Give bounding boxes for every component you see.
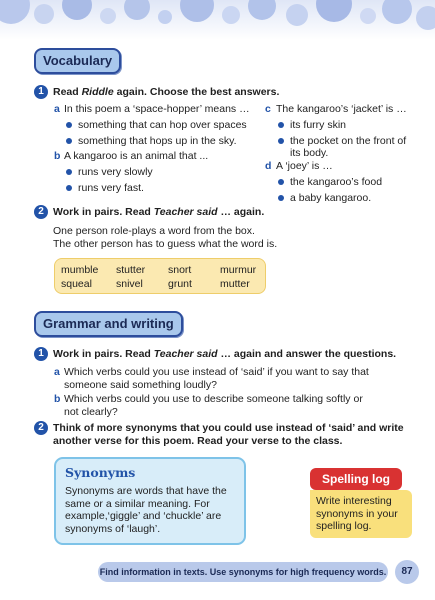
bullet [66,169,72,175]
bubble-decoration [316,0,352,22]
guess-instruction: The other person has to guess what the word is. [53,238,278,250]
option-continued: its body. [290,147,329,159]
word: mutter [220,278,250,290]
part-c-prompt: The kangaroo’s ‘jacket’ is … [276,103,407,115]
part-letter-b: b [54,150,61,162]
part-letter-d: d [265,160,272,172]
bullet [66,122,72,128]
bubble-decoration [34,4,54,24]
grammar-heading: Grammar and writing [34,311,183,337]
option: runs very fast. [78,182,144,194]
part-letter-c: c [265,103,271,115]
bubble-decoration [124,0,150,20]
part-b-line-1: Which verbs could you use to describe someone talking softly or [64,393,363,405]
bubble-decoration [62,0,92,20]
bullet [278,138,284,144]
vocabulary-heading: Vocabulary [34,48,121,74]
word: stutter [116,264,146,276]
spelling-log-box [310,490,412,538]
question-number-2: 2 [34,205,48,219]
synonyms-title: Synonyms [65,465,136,480]
option: the kangaroo’s food [290,176,383,188]
word: snort [168,264,192,276]
bullet [278,195,284,201]
grammar-question-1: Work in pairs. Read Teacher said … again and answer the questions. [53,348,397,360]
part-letter-b: b [54,393,61,405]
spelling-log-title: Spelling log [310,468,402,490]
definition-line: same or a similar meaning. For [65,497,210,510]
poem-title: Teacher said [153,348,218,360]
part-a-prompt: In this poem a ‘space-hopper’ means … [64,103,250,115]
word: snivel [116,278,143,290]
definition-line: example,‘giggle’ and ‘chuckle’ are [65,510,222,522]
bubble-decoration [248,0,276,20]
word: grunt [168,278,192,290]
bubble-decoration [360,8,376,24]
part-a-line-2: someone said something loudly? [64,379,217,391]
bullet [278,122,284,128]
bubble-decoration [158,10,172,24]
bubble-decoration [100,8,116,24]
bubble-decoration [286,4,308,26]
option: a baby kangaroo. [290,192,372,204]
grammar-question-2-line-1: Think of more synonyms that you could use instead of ‘said’ and write [53,422,404,434]
word: squeal [61,278,92,290]
bubble-decoration [382,0,412,24]
learning-objective-footer: Find information in texts. Use synonyms for high frequency words. [98,562,388,582]
bubble-decoration [222,6,240,24]
part-d-prompt: A ‘joey’ is … [276,160,333,172]
option: its furry skin [290,119,347,131]
part-letter-a: a [54,366,60,378]
word: mumble [61,264,99,276]
option: the pocket on the front of [290,135,407,147]
decorative-bubble-banner [0,0,435,40]
question-number-1: 1 [34,85,48,99]
poem-title: Teacher said [153,206,218,218]
vocab-question-2: Work in pairs. Read Teacher said … again. [53,206,265,218]
spelling-log-line: Write interesting [316,495,392,507]
synonyms-definition [65,485,243,535]
poem-title: Riddle [81,86,114,98]
option: runs very slowly [78,166,153,178]
question-number-1: 1 [34,347,48,361]
synonyms-box [54,457,246,545]
grammar-question-2-line-2: another verse for this poem. Read your verse to the class. [53,435,343,447]
spelling-log-line: synonyms in your [316,507,398,520]
bubble-decoration [0,0,30,24]
bullet [66,138,72,144]
spelling-log-line: spelling log. [316,520,372,532]
part-b-prompt: A kangaroo is an animal that ... [64,150,209,162]
bubble-decoration [180,0,214,22]
page-number: 87 [395,560,419,584]
definition-line: synonyms of ‘laugh’. [65,522,161,535]
vocab-question-1: Read Riddle again. Choose the best answers. [53,86,280,98]
option: something that hops up in the sky. [78,135,237,147]
bullet [66,185,72,191]
word-box [54,258,266,294]
part-b-line-2: not clearly? [64,406,118,418]
option: something that can hop over spaces [78,119,247,131]
role-play-instruction: One person role-plays a word from the box. [53,225,255,237]
word: murmur [220,264,257,276]
part-a-line-1: Which verbs could you use instead of ‘said’ if you want to say that [64,366,369,378]
bubble-decoration [416,6,435,30]
bullet [278,179,284,185]
part-letter-a: a [54,103,60,115]
definition-line: Synonyms are words that have the [65,485,227,497]
question-number-2: 2 [34,421,48,435]
